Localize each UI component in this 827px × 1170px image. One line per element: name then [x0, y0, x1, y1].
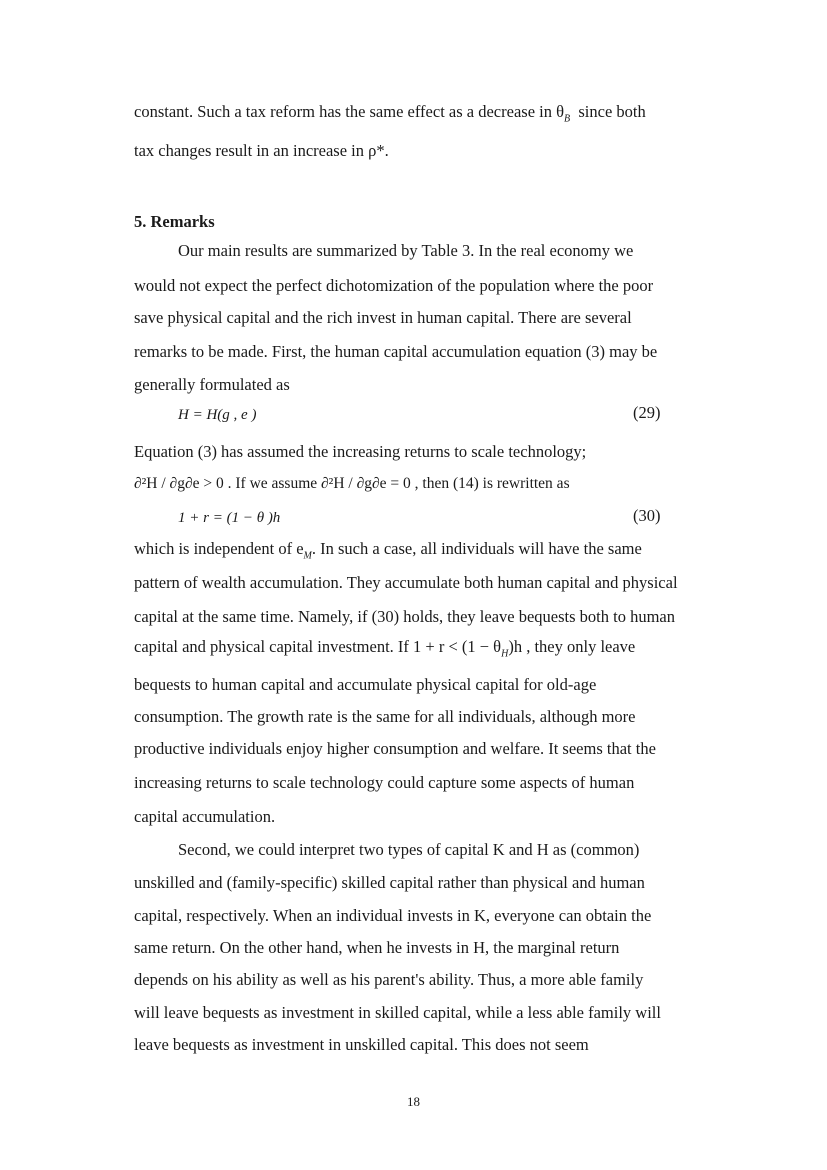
text-line: depends on his ability as well as his parent's ability. Thus, a more able family	[134, 970, 644, 989]
text-line: increasing returns to scale technology could capture some aspects of human	[134, 773, 635, 792]
text-line: bequests to human capital and accumulate physical capital for old-age	[134, 675, 597, 694]
subscript: H	[501, 648, 509, 660]
text-line: Equation (3) has assumed the increasing returns to scale technology;	[134, 442, 587, 461]
text-line: pattern of wealth accumulation. They accumulate both human capital and physical	[134, 573, 678, 592]
text-line	[134, 539, 642, 566]
text-line: unskilled and (family-specific) skilled capital rather than physical and human	[134, 873, 645, 892]
text-line	[134, 102, 646, 129]
text-fragment: since both	[578, 102, 646, 121]
text-line: same return. On the other hand, when he invests in H, the marginal return	[134, 938, 620, 957]
subscript: B	[564, 113, 571, 125]
section-heading: 5. Remarks	[134, 212, 215, 231]
text-fragment: which is independent of e	[134, 539, 304, 558]
equation-30: 1 + r = (1 − θ )h	[178, 510, 281, 526]
text-fragment: . In such a case, all individuals will have the same	[311, 539, 642, 558]
text-line: capital, respectively. When an individual invests in K, everyone can obtain the	[134, 906, 652, 925]
equation-number: (30)	[633, 506, 661, 525]
text-line	[134, 637, 635, 664]
text-line: save physical capital and the rich invest in human capital. There are several	[134, 308, 632, 327]
text-line: will leave bequests as investment in skilled capital, while a less able family will	[134, 1003, 661, 1022]
text-line: remarks to be made. First, the human capital accumulation equation (3) may be	[134, 342, 658, 361]
equation-number: (29)	[633, 403, 661, 422]
equation-29: H = H(g , e )	[178, 407, 257, 423]
text-line: leave bequests as investment in unskilled capital. This does not seem	[134, 1035, 589, 1054]
text-line: would not expect the perfect dichotomization of the population where the poor	[134, 276, 654, 295]
text-fragment: capital and physical capital investment. If 1 + r < (1 − θ	[134, 637, 502, 656]
text-line: capital at the same time. Namely, if (30) holds, they leave bequests both to human	[134, 607, 675, 626]
subscript: M	[303, 550, 312, 562]
text-line: generally formulated as	[134, 375, 290, 394]
text-line: Our main results are summarized by Table 3. In the real economy we	[178, 241, 634, 260]
text-line: tax changes result in an increase in ρ*.	[134, 141, 389, 160]
text-line: productive individuals enjoy higher consumption and welfare. It seems that the	[134, 739, 656, 758]
text-fragment: )h , they only leave	[508, 637, 636, 656]
text-line: Second, we could interpret two types of capital K and H as (common)	[178, 840, 640, 859]
text-line: consumption. The growth rate is the same for all individuals, although more	[134, 707, 636, 726]
page-number: 18	[407, 1094, 420, 1109]
text-line: capital accumulation.	[134, 807, 276, 826]
text-line: ∂²H / ∂g∂e > 0 . If we assume ∂²H / ∂g∂e = 0 , then (14) is rewritten as	[134, 475, 570, 492]
text-fragment: constant. Such a tax reform has the same effect as a decrease in θ	[134, 102, 564, 121]
